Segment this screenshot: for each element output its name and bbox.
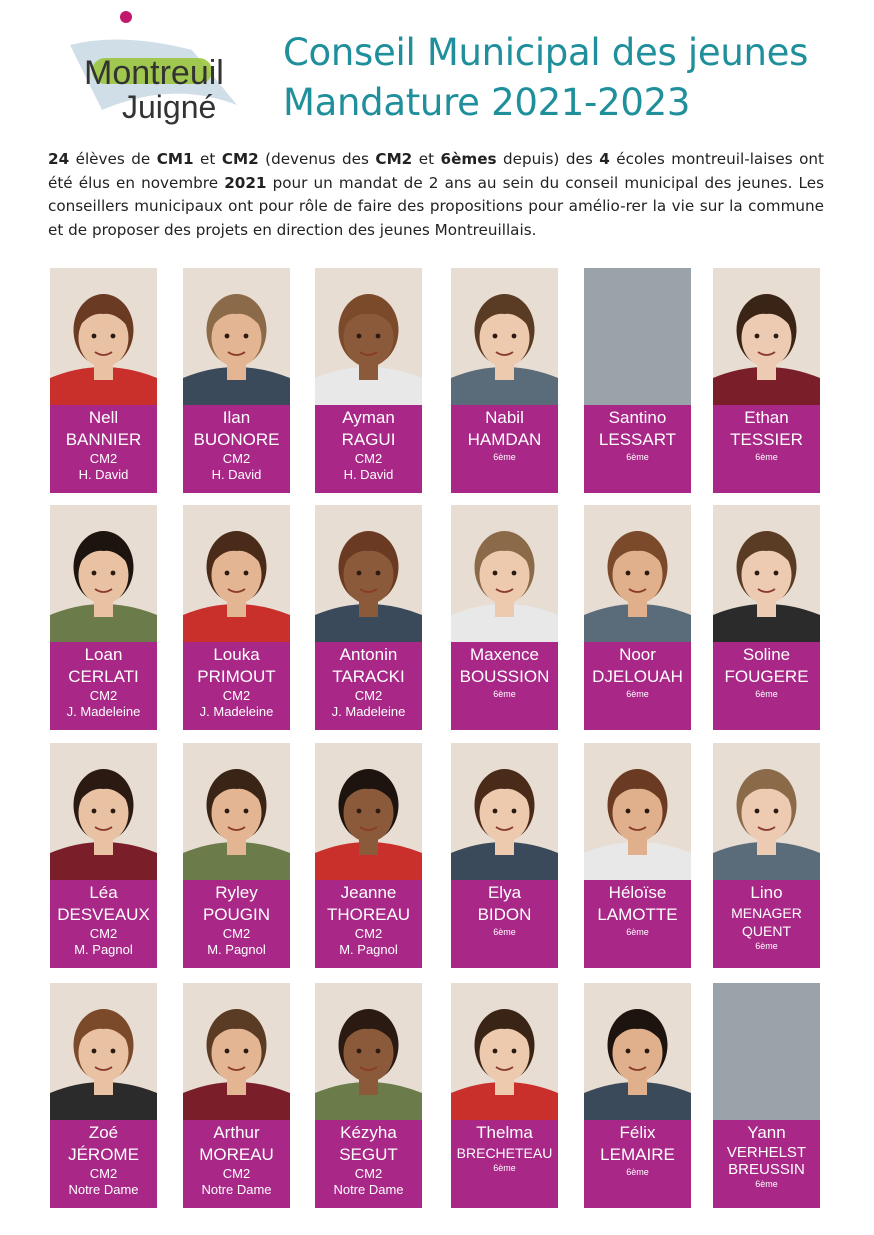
- member-card: [50, 743, 157, 968]
- member-first-name: Maxence: [470, 645, 539, 664]
- member-card: [713, 743, 820, 968]
- member-label: [183, 880, 290, 968]
- member-photo: [451, 743, 558, 880]
- member-photo: [50, 983, 157, 1120]
- member-level: CM2: [89, 1166, 118, 1181]
- member-first-name: Soline: [742, 645, 791, 664]
- member-last-name: LAMOTTE: [597, 905, 678, 924]
- logo-text-montreuil: Montreuil: [84, 54, 224, 92]
- member-photo: [451, 983, 558, 1120]
- member-card: [713, 268, 820, 493]
- member-last-name: FOUGERE: [724, 667, 809, 686]
- member-photo: [713, 743, 820, 880]
- member-school: H. David: [343, 467, 394, 482]
- member-first-name: Jeanne: [340, 883, 397, 902]
- member-level: CM2: [222, 1166, 251, 1181]
- member-card: [315, 743, 422, 968]
- member-first-name: Kézyha: [340, 1123, 397, 1142]
- intro-fragment: CM1: [156, 150, 194, 168]
- member-label: [584, 1120, 691, 1208]
- member-card: [183, 983, 290, 1208]
- member-photo: [50, 268, 157, 405]
- member-card: [315, 268, 422, 493]
- member-first-name: Noor: [619, 645, 656, 664]
- member-school: H. David: [78, 467, 129, 482]
- member-first-name: Antonin: [339, 645, 398, 664]
- member-first-name: Louka: [213, 645, 260, 664]
- intro-fragment: écoles montreuil-laises ont été élus en novembre: [48, 150, 824, 192]
- member-last-name: JÉROME: [68, 1145, 139, 1164]
- member-label: [315, 405, 422, 493]
- title-line-1: Conseil Municipal des jeunes: [283, 31, 809, 74]
- member-level: 6ème: [626, 1167, 649, 1177]
- member-school: Notre Dame: [201, 1182, 272, 1197]
- member-first-name: Loan: [84, 645, 123, 664]
- member-card: [713, 505, 820, 730]
- member-first-name: Zoé: [88, 1123, 119, 1142]
- member-level: 6ème: [626, 927, 649, 937]
- member-last-name: CERLATI: [68, 667, 139, 686]
- intro-fragment: élèves de: [69, 150, 157, 168]
- member-level: 6ème: [755, 689, 778, 699]
- member-last-name: BIDON: [477, 905, 532, 924]
- member-first-name: Ilan: [222, 408, 251, 427]
- member-first-name: Nell: [88, 408, 119, 427]
- member-school: J. Madeleine: [331, 704, 406, 719]
- member-label: [50, 1120, 157, 1208]
- member-card: [50, 505, 157, 730]
- member-last-name: THOREAU: [326, 905, 411, 924]
- member-first-name: Léa: [89, 883, 118, 902]
- member-first-name: Lino: [750, 883, 783, 902]
- member-label: [315, 642, 422, 730]
- member-label: [713, 1120, 820, 1208]
- member-last-name: BOUSSION: [459, 667, 550, 686]
- member-photo: [584, 743, 691, 880]
- member-last-name: BUONORE: [193, 430, 280, 449]
- member-level: 6ème: [755, 1179, 778, 1189]
- member-photo: [584, 983, 691, 1120]
- member-label: [713, 405, 820, 493]
- member-school: M. Pagnol: [207, 942, 266, 957]
- member-last-name: SEGUT: [339, 1145, 398, 1164]
- member-label: [713, 642, 820, 730]
- member-first-name: Thelma: [476, 1123, 533, 1142]
- member-photo: [50, 505, 157, 642]
- intro-fragment: et: [412, 150, 441, 168]
- member-level: 6ème: [493, 1163, 516, 1173]
- member-last-name: BANNIER: [65, 430, 142, 449]
- photo-placeholder: [713, 983, 820, 1120]
- member-level: 6ème: [493, 927, 516, 937]
- member-last-name: TARACKI: [332, 667, 405, 686]
- member-label: [451, 880, 558, 968]
- member-first-name: Ethan: [744, 408, 789, 427]
- member-photo: [183, 505, 290, 642]
- member-label: [315, 880, 422, 968]
- member-level: 6ème: [626, 452, 649, 462]
- member-card: [315, 505, 422, 730]
- member-photo: [183, 983, 290, 1120]
- intro-fragment: 24: [48, 150, 70, 168]
- member-first-name: Ryley: [215, 883, 258, 902]
- member-last-name: MOREAU: [199, 1145, 274, 1164]
- member-last-name: POUGIN: [202, 905, 271, 924]
- member-first-name: Héloïse: [608, 883, 667, 902]
- member-card: [451, 983, 558, 1208]
- member-photo: [713, 505, 820, 642]
- member-card: [451, 268, 558, 493]
- member-card: [50, 268, 157, 493]
- intro-fragment: CM2: [221, 150, 259, 168]
- member-last-name: PRIMOUT: [197, 667, 276, 686]
- member-label: [50, 405, 157, 493]
- member-first-name: Ayman: [342, 408, 395, 427]
- member-level: 6ème: [755, 452, 778, 462]
- member-school: J. Madeleine: [66, 704, 141, 719]
- member-photo: [315, 983, 422, 1120]
- member-level: CM2: [222, 688, 251, 703]
- member-level: CM2: [354, 688, 383, 703]
- member-last-name: LESSART: [598, 430, 677, 449]
- intro-fragment: pour un mandat de 2 ans au sein du conseil municipal des jeunes. Les conseillers municipaux ont pour rôle de faire des propositions pour amélio-rer la vie sur la commune et de proposer des projets en direction des jeunes Montreuillais.: [48, 173, 824, 239]
- member-card: [584, 505, 691, 730]
- member-level: CM2: [222, 451, 251, 466]
- member-label: [451, 642, 558, 730]
- member-level: 6ème: [755, 941, 778, 951]
- intro-fragment: 4: [599, 150, 610, 168]
- member-level: CM2: [354, 1166, 383, 1181]
- member-photo: [183, 268, 290, 405]
- member-card: [584, 983, 691, 1208]
- member-label: [183, 405, 290, 493]
- member-photo: [451, 268, 558, 405]
- member-last-name: MENAGER QUENT: [731, 905, 802, 939]
- member-last-name: LEMAIRE: [600, 1145, 675, 1164]
- member-photo: [315, 505, 422, 642]
- intro-fragment: depuis) des: [496, 150, 600, 168]
- member-label: [50, 880, 157, 968]
- member-level: CM2: [89, 451, 118, 466]
- member-card: [713, 983, 820, 1208]
- member-label: [315, 1120, 422, 1208]
- member-last-name: DESVEAUX: [57, 905, 150, 924]
- member-last-name: BRECHETEAU: [456, 1145, 553, 1161]
- member-photo: [315, 743, 422, 880]
- member-photo: [50, 743, 157, 880]
- member-level: CM2: [89, 688, 118, 703]
- member-level: CM2: [354, 451, 383, 466]
- member-label: [50, 642, 157, 730]
- member-label: [183, 1120, 290, 1208]
- member-first-name: Yann: [747, 1123, 786, 1142]
- member-school: Notre Dame: [333, 1182, 404, 1197]
- member-first-name: Arthur: [213, 1123, 260, 1142]
- intro-fragment: 2021: [224, 173, 267, 192]
- logo-text-juigne: Juigné: [122, 89, 217, 125]
- member-level: 6ème: [626, 689, 649, 699]
- intro-fragment: et: [193, 150, 222, 168]
- member-label: [451, 1120, 558, 1208]
- intro-fragment: CM2: [375, 150, 413, 168]
- member-school: M. Pagnol: [339, 942, 398, 957]
- member-first-name: Elya: [487, 883, 522, 902]
- member-photo: [315, 268, 422, 405]
- member-label: [451, 405, 558, 493]
- member-level: CM2: [354, 926, 383, 941]
- member-level: CM2: [89, 926, 118, 941]
- title-line-2: Mandature 2021-2023: [283, 81, 691, 124]
- member-last-name: HAMDAN: [467, 430, 542, 449]
- member-level: CM2: [222, 926, 251, 941]
- member-card: [451, 743, 558, 968]
- member-level: 6ème: [493, 689, 516, 699]
- member-card: [183, 505, 290, 730]
- photo-placeholder: [584, 268, 691, 405]
- member-card: [584, 268, 691, 493]
- member-last-name: RAGUI: [341, 430, 396, 449]
- member-level: 6ème: [493, 452, 516, 462]
- member-last-name: VERHELST BREUSSIN: [726, 1144, 807, 1178]
- member-school: J. Madeleine: [199, 704, 274, 719]
- member-photo: [713, 268, 820, 405]
- member-card: [584, 743, 691, 968]
- member-school: M. Pagnol: [74, 942, 133, 957]
- member-photo: [584, 505, 691, 642]
- member-label: [584, 405, 691, 493]
- member-last-name: DJELOUAH: [592, 667, 683, 686]
- member-label: [584, 880, 691, 968]
- member-card: [183, 743, 290, 968]
- member-label: [183, 642, 290, 730]
- intro-fragment: (devenus des: [258, 150, 376, 168]
- member-photo: [183, 743, 290, 880]
- member-card: [315, 983, 422, 1208]
- member-card: [50, 983, 157, 1208]
- member-photo: [451, 505, 558, 642]
- member-label: [584, 642, 691, 730]
- member-card: [183, 268, 290, 493]
- member-school: Notre Dame: [68, 1182, 139, 1197]
- member-first-name: Félix: [619, 1123, 656, 1142]
- intro-fragment: 6èmes: [440, 150, 497, 168]
- member-last-name: TESSIER: [730, 430, 803, 449]
- member-first-name: Santino: [608, 408, 667, 427]
- member-first-name: Nabil: [485, 408, 524, 427]
- member-label: [713, 880, 820, 968]
- member-school: H. David: [211, 467, 262, 482]
- member-card: [451, 505, 558, 730]
